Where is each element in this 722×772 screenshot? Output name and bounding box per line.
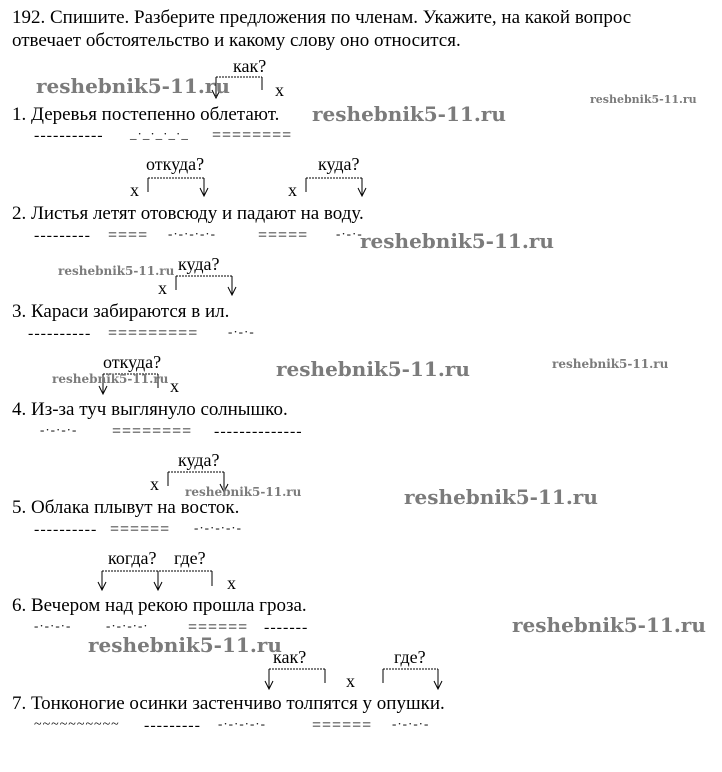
watermark: reshebnik5-11.ru <box>58 264 175 278</box>
underline-adverbial: -·-·- <box>336 226 363 241</box>
underline-subject: ----------- <box>34 127 104 144</box>
sentence-7: 7. Тонконогие осинки застенчиво толпятся у опушки. <box>12 693 445 714</box>
sentence-5: 5. Облака плывут на восток. <box>12 497 240 518</box>
sentence-4: 4. Из-за туч выглянуло солнышко. <box>12 399 288 420</box>
underline-adverbial: -·-·-·- <box>34 618 72 633</box>
question-label: где? <box>394 647 426 667</box>
sentence-2: 2. Листья летят отовсюду и падают на воду. <box>12 203 364 224</box>
question-label: куда? <box>178 450 220 470</box>
sentence-1: 1. Деревья постепенно облетают. <box>12 104 280 125</box>
question-label: как? <box>233 56 267 76</box>
watermark: reshebnik5-11.ru <box>276 357 470 381</box>
question-label: откуда? <box>103 352 162 372</box>
underline-adverbial: -·-·-·-· <box>106 618 149 633</box>
watermark: reshebnik5-11.ru <box>52 372 169 386</box>
modified-word-mark: x <box>170 376 179 396</box>
watermark: reshebnik5-11.ru <box>312 102 506 126</box>
question-label: куда? <box>318 154 360 174</box>
underline-subject: ---------- <box>28 325 92 342</box>
underline-adverbial: -·-·- <box>228 324 255 339</box>
watermark: reshebnik5-11.ru <box>404 485 598 509</box>
watermark: reshebnik5-11.ru <box>552 357 669 371</box>
underline-predicate: ===== <box>258 227 309 244</box>
underline-predicate: ====== <box>188 619 249 636</box>
underline-subject: ------- <box>264 619 309 636</box>
sentence-6: 6. Вечером над рекою прошла гроза. <box>12 595 307 616</box>
underline-subject: -------------- <box>214 423 303 440</box>
underline-subject: --------- <box>144 717 201 734</box>
watermark: reshebnik5-11.ru <box>590 93 697 106</box>
sentence-3: 3. Караси забираются в ил. <box>12 301 230 322</box>
modified-word-mark: x <box>150 474 159 494</box>
underline-adverbial: -·-·-·-·- <box>194 520 242 535</box>
modified-word-mark: x <box>130 180 139 200</box>
modified-word-mark: x <box>275 80 284 100</box>
underline-subject: ---------- <box>34 521 98 538</box>
underline-predicate: ====== <box>312 717 373 734</box>
underline-predicate: ======== <box>212 127 293 144</box>
modified-word-mark: x <box>346 671 355 691</box>
question-label: где? <box>174 548 206 568</box>
question-label: куда? <box>178 254 220 274</box>
watermark: reshebnik5-11.ru <box>360 229 554 253</box>
underline-predicate: ==== <box>108 227 149 244</box>
modified-word-mark: x <box>227 573 236 593</box>
underline-adverbial: -·-·-·-·- <box>168 226 216 241</box>
question-label: как? <box>273 647 307 667</box>
watermark: reshebnik5-11.ru <box>36 74 230 98</box>
watermark: reshebnik5-11.ru <box>512 613 706 637</box>
underline-adverbial: -·-·-·- <box>40 422 78 437</box>
modified-word-mark: x <box>158 278 167 298</box>
underline-predicate: ====== <box>110 521 171 538</box>
underline-subject: --------- <box>34 227 91 244</box>
question-label: откуда? <box>146 154 205 174</box>
question-label: когда? <box>108 548 157 568</box>
watermark: reshebnik5-11.ru <box>185 485 302 499</box>
underline-attribute: ~~~~~~~~~~ <box>34 717 120 732</box>
underline-predicate: ========= <box>108 325 199 342</box>
modified-word-mark: x <box>288 180 297 200</box>
underline-adverbial: -·-·-·- <box>392 716 430 731</box>
watermark: reshebnik5-11.ru <box>88 633 282 657</box>
underline-adverbial: _·_·_·_·_ <box>130 126 189 141</box>
underline-adverbial: -·-·-·-·- <box>218 716 266 731</box>
underline-predicate: ======== <box>112 423 193 440</box>
task-line-1: 192. Спишите. Разберите предложения по членам. Укажите, на какой вопрос <box>12 7 632 28</box>
task-line-2: отвечает обстоятельство и какому слову оно относится. <box>12 30 461 51</box>
